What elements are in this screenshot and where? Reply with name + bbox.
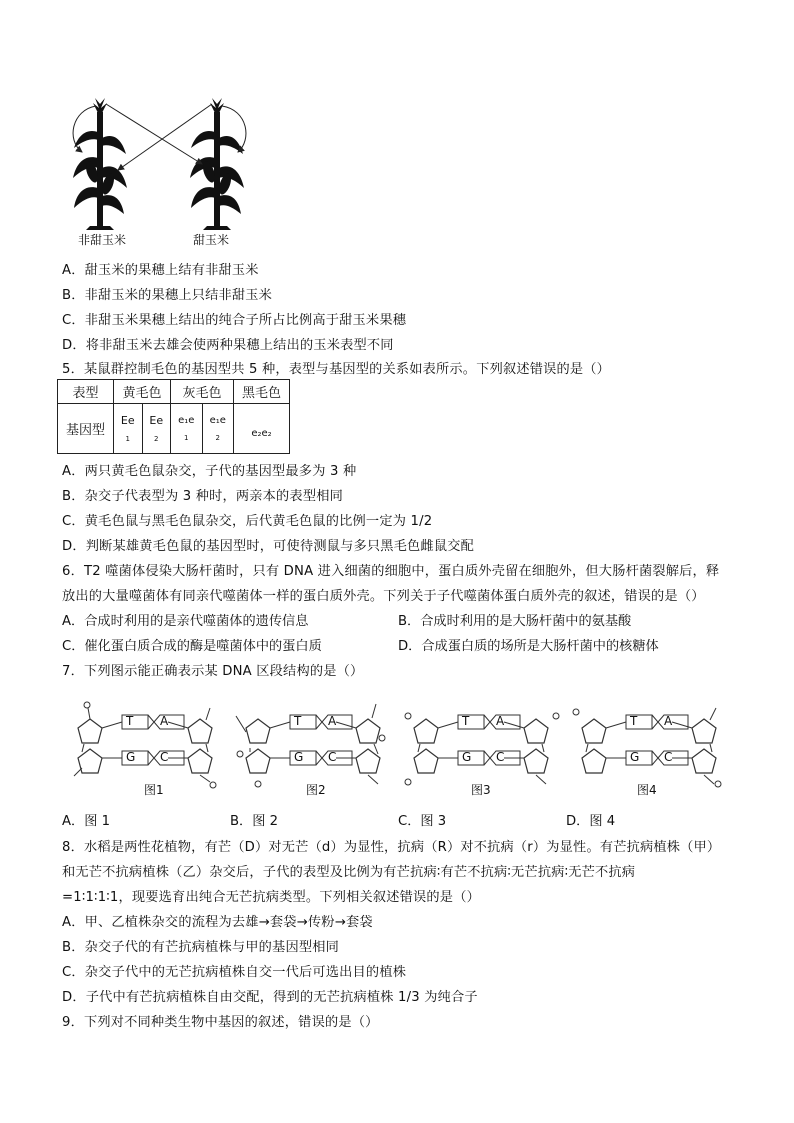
q7-option-d: D．图 4 <box>566 814 616 829</box>
genotype-cell: Ee 2 <box>142 404 171 454</box>
genotype-cell: e₂e₂ <box>234 404 290 454</box>
table-header-yellow: 黄毛色 <box>114 380 171 404</box>
base-g: G <box>630 750 640 764</box>
base-a: A <box>496 714 505 728</box>
q5-option-b: B．杂交子代表型为 3 种时，两亲本的表型相同 <box>62 489 343 504</box>
q8-option-c: C．杂交子代中的无芒抗病植株自交一代后可选出目的植株 <box>62 965 407 980</box>
base-c: C <box>328 750 337 764</box>
base-t: T <box>126 714 134 728</box>
q7-option-a: A．图 1 <box>62 814 110 829</box>
base-t: T <box>462 714 470 728</box>
corn-label-sweet: 甜玉米 <box>193 233 230 247</box>
table-row-label-genotype: 基因型 <box>58 404 114 454</box>
q5-option-a: A．两只黄毛色鼠杂交，子代的基因型最多为 3 种 <box>62 464 357 479</box>
table-header-phenotype: 表型 <box>58 380 114 404</box>
genotype-cell: Ee 1 <box>114 404 143 454</box>
q6-stem-line2: 放出的大量噬菌体有同亲代噬菌体一样的蛋白质外壳。下列关于子代噬菌体蛋白质外壳的叙述，错误的是（） <box>62 589 705 604</box>
base-c: C <box>160 750 169 764</box>
base-g: G <box>462 750 472 764</box>
q8-option-b: B．杂交子代的有芒抗病植株与甲的基因型相同 <box>62 940 339 955</box>
q4-option-c: C．非甜玉米果穗上结出的纯合子所占比例高于甜玉米果穗 <box>62 313 407 328</box>
q7-stem: 7．下列图示能正确表示某 DNA 区段结构的是（） <box>62 664 364 679</box>
q4-option-d: D．将非甜玉米去雄会使两种果穗上结出的玉米表型不同 <box>62 338 394 353</box>
base-g: G <box>126 750 136 764</box>
base-c: C <box>496 750 505 764</box>
base-c: C <box>664 750 673 764</box>
q7-option-b: B．图 2 <box>230 814 279 829</box>
q8-stem-line1: 8．水稻是两性花植物，有芒（D）对无芒（d）为显性，抗病（R）对不抗病（r）为显性。有芒抗病植株（甲） <box>62 840 721 855</box>
q6-option-b: B．合成时利用的是大肠杆菌中的氨基酸 <box>398 614 632 629</box>
q8-option-a: A．甲、乙植株杂交的流程为去雄→套袋→传粉→套袋 <box>62 915 373 930</box>
genotype-cell: e₁e 1 <box>171 404 203 454</box>
base-g: G <box>294 750 304 764</box>
q8-stem-line2: 和无芒不抗病植株（乙）杂交后，子代的表型及比例为有芒抗病∶有芒不抗病∶无芒抗病∶无芒不抗病 <box>62 865 636 880</box>
table-header-gray: 灰毛色 <box>171 380 234 404</box>
q4-option-a: A．甜玉米的果穗上结有非甜玉米 <box>62 263 259 278</box>
q5-stem: 5．某鼠群控制毛色的基因型共 5 种，表型与基因型的关系如表所示。下列叙述错误的是（） <box>62 362 611 377</box>
q6-stem-line1: 6．T2 噬菌体侵染大肠杆菌时，只有 DNA 进入细菌的细胞中，蛋白质外壳留在细胞外，但大肠杆菌裂解后，释 <box>62 564 720 579</box>
q8-stem-line3: =1∶1∶1∶1，现要选育出纯合无芒抗病类型。下列相关叙述错误的是（） <box>62 890 480 905</box>
q6-option-d: D．合成蛋白质的场所是大肠杆菌中的核糖体 <box>398 639 659 654</box>
dna-figure-4 <box>573 708 721 787</box>
fig4-caption: 图4 <box>637 783 657 797</box>
fig3-caption: 图3 <box>471 783 491 797</box>
base-a: A <box>664 714 673 728</box>
base-t: T <box>630 714 638 728</box>
fig1-caption: 图1 <box>144 783 164 797</box>
q4-option-b: B．非甜玉米的果穗上只结非甜玉米 <box>62 288 273 303</box>
corn-cross-figure <box>62 92 262 254</box>
q9-stem: 9．下列对不同种类生物中基因的叙述，错误的是（） <box>62 1015 379 1030</box>
q7-option-c: C．图 3 <box>398 814 447 829</box>
q6-option-a: A．合成时利用的是亲代噬菌体的遗传信息 <box>62 614 309 629</box>
corn-label-nonsweet: 非甜玉米 <box>78 233 127 247</box>
q5-option-d: D．判断某雄黄毛色鼠的基因型时，可使待测鼠与多只黑毛色雌鼠交配 <box>62 539 474 554</box>
q8-option-d: D．子代中有芒抗病植株自由交配，得到的无芒抗病植株 1/3 为纯合子 <box>62 990 478 1005</box>
base-a: A <box>160 714 169 728</box>
fig2-caption: 图2 <box>306 783 326 797</box>
dna-figure-1 <box>74 702 216 788</box>
dna-figure-3 <box>405 713 559 785</box>
q6-option-c: C．催化蛋白质合成的酶是噬菌体中的蛋白质 <box>62 639 322 654</box>
genotype-table <box>57 379 290 454</box>
genotype-cell: e₁e 2 <box>202 404 234 454</box>
base-a: A <box>328 714 337 728</box>
table-header-black: 黑毛色 <box>234 380 290 404</box>
q5-option-c: C．黄毛色鼠与黑毛色鼠杂交，后代黄毛色鼠的比例一定为 1/2 <box>62 514 433 529</box>
base-t: T <box>294 714 302 728</box>
dna-figure-2 <box>236 704 385 787</box>
